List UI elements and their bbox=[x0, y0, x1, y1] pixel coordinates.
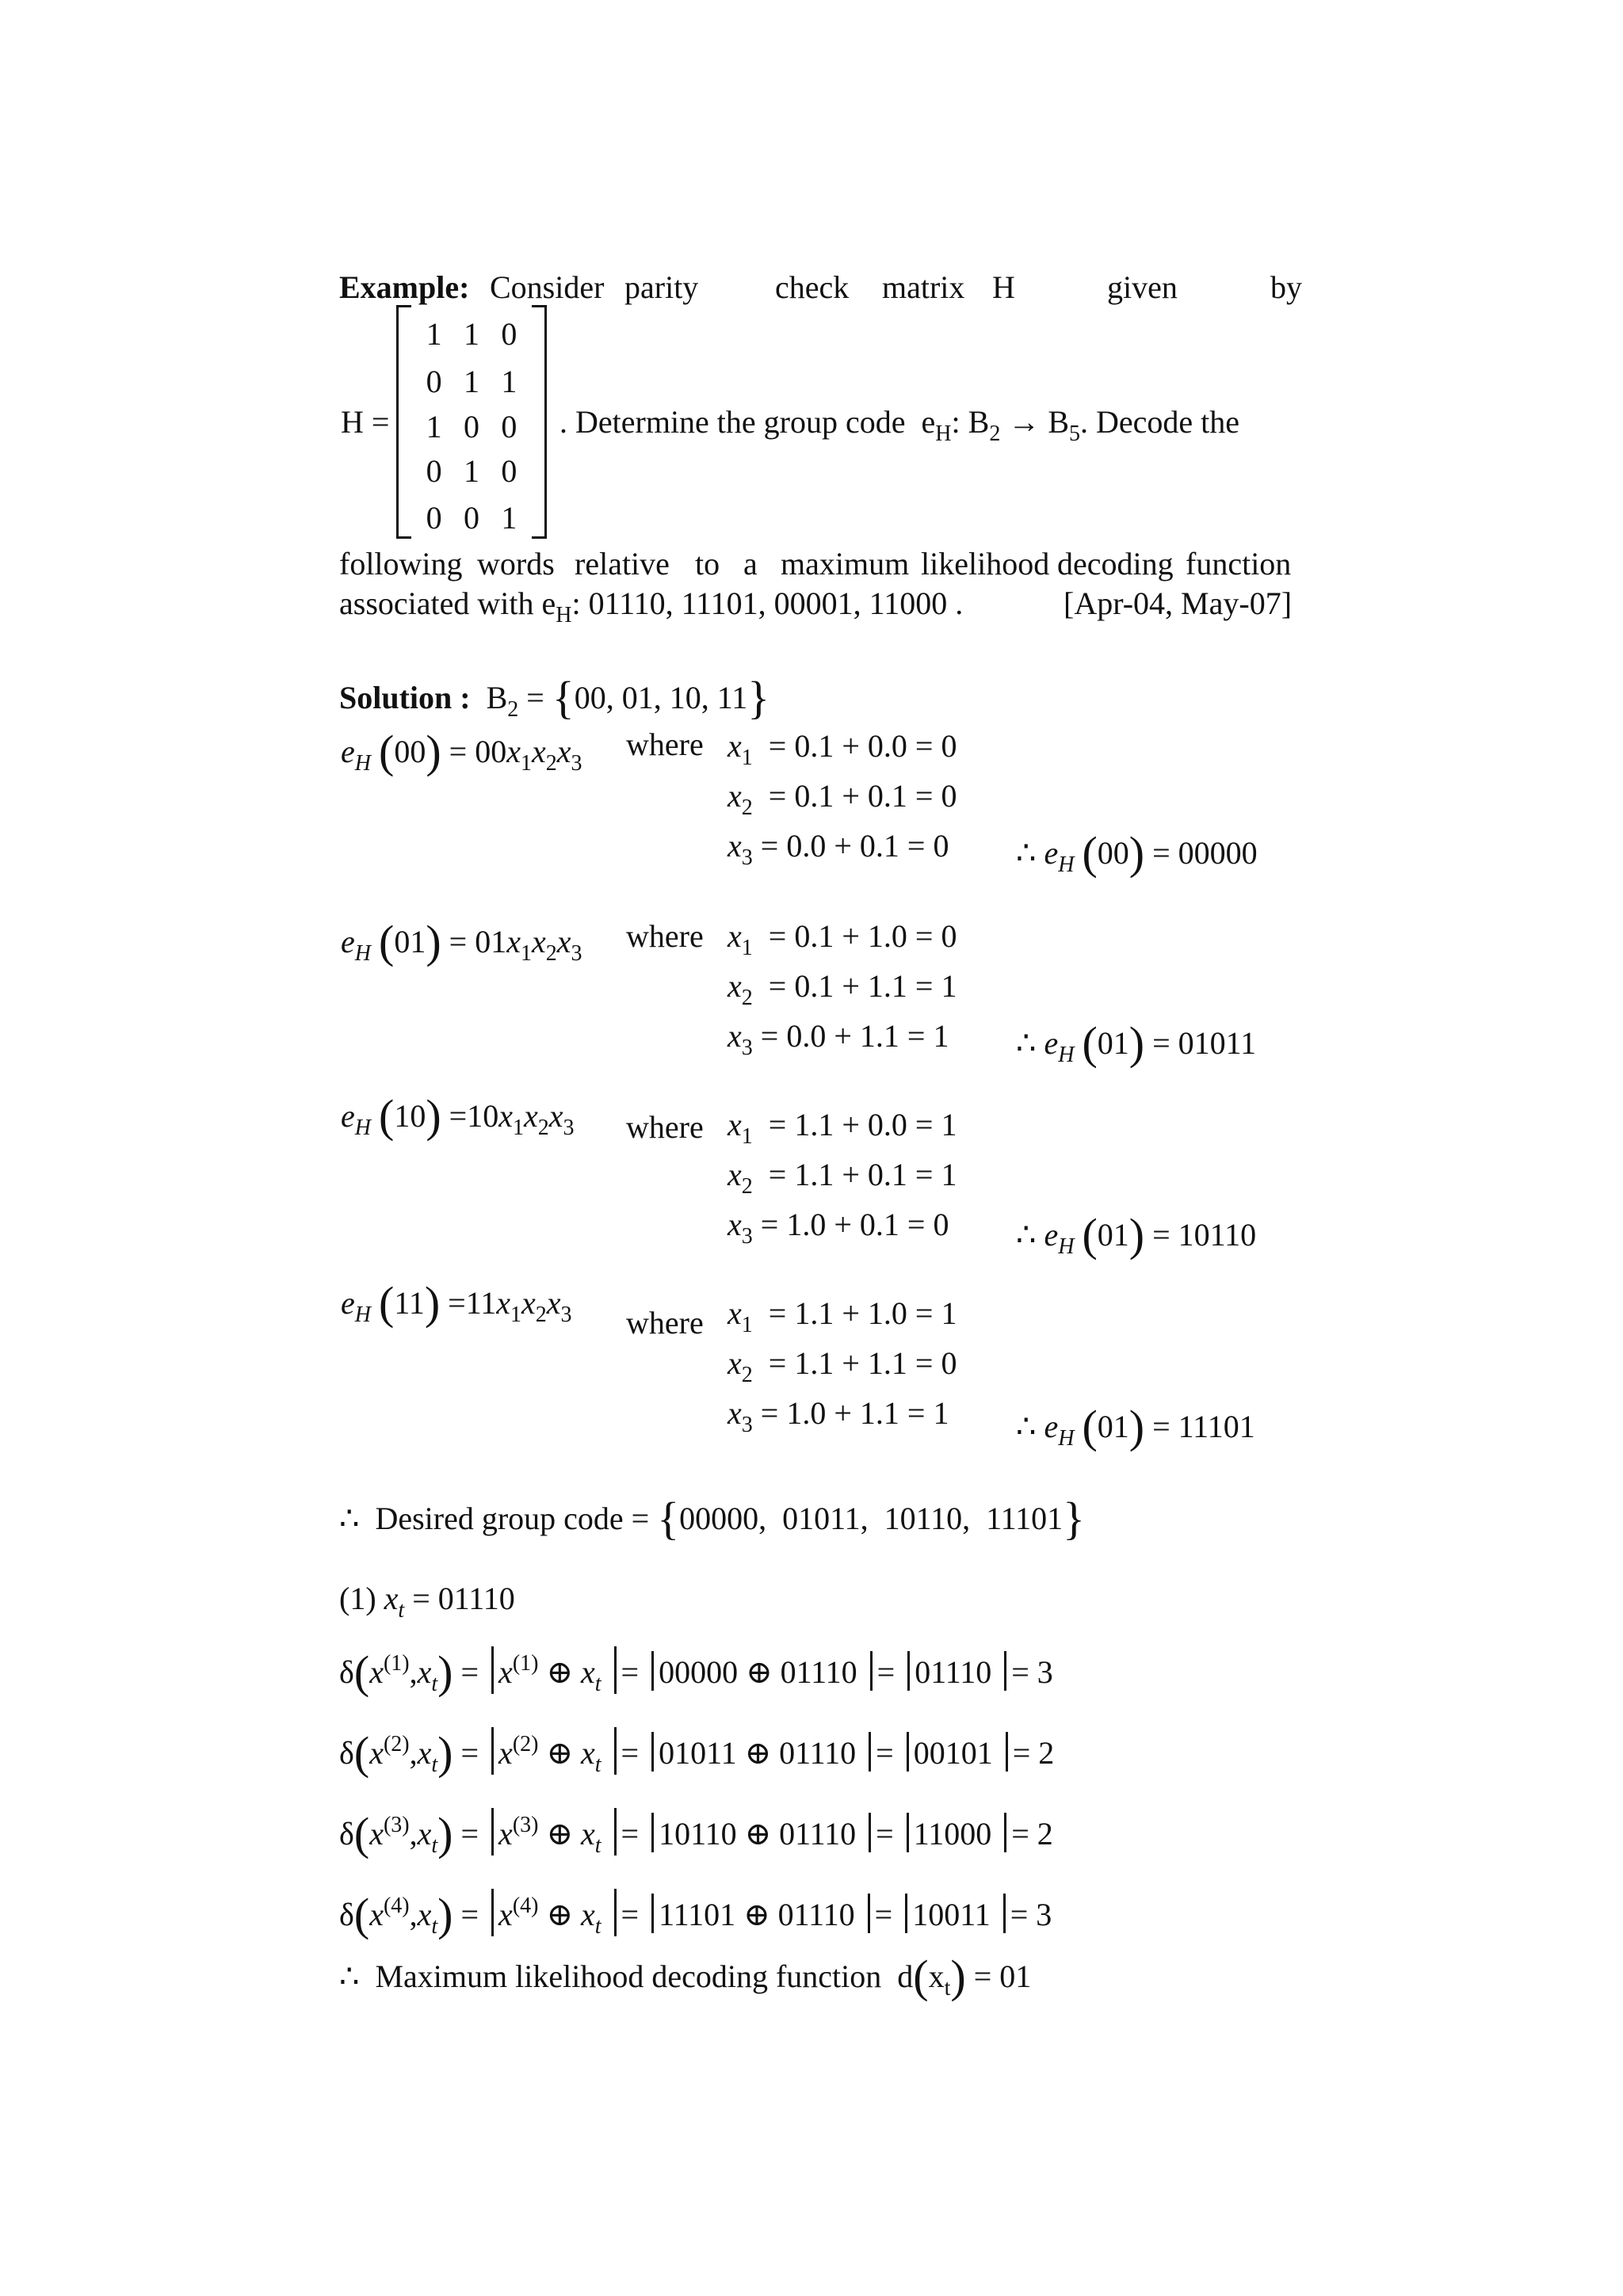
index-sup: (4) bbox=[383, 1894, 410, 1918]
matrix-row bbox=[415, 499, 528, 536]
intro-word: given bbox=[1107, 269, 1178, 305]
paren-open: ( bbox=[379, 1090, 395, 1142]
e-symbol: e bbox=[1044, 1025, 1059, 1061]
example-text bbox=[559, 404, 1240, 446]
h-subscript: H bbox=[935, 421, 952, 446]
associated-line bbox=[339, 585, 964, 627]
equation-rhs: = 0.1 + 0.0 = 0 bbox=[768, 728, 957, 764]
equation-rhs: = 1.1 + 1.1 = 0 bbox=[768, 1345, 957, 1381]
paren-open: ( bbox=[379, 1277, 395, 1329]
matrix-cell: 0 bbox=[463, 409, 479, 444]
matrix-cell: 0 bbox=[426, 453, 442, 489]
index-sup: (1) bbox=[383, 1651, 410, 1676]
where-label: where bbox=[626, 1109, 704, 1145]
words-list: : 01110, 11101, 00001, 11000 . bbox=[571, 585, 964, 621]
equation-row: $x_3 = 1.0 + 1.1 = 1$ bbox=[727, 1395, 949, 1437]
result-arg: 00 bbox=[1097, 835, 1129, 871]
line-word: to bbox=[695, 546, 720, 582]
matrix-cell: 0 bbox=[501, 453, 517, 489]
intro-word: by bbox=[1270, 269, 1302, 305]
matrix-bracket-right bbox=[532, 305, 547, 539]
xor-expression: 11101 ⊕ 01110 bbox=[659, 1897, 855, 1932]
matrix-row bbox=[415, 452, 528, 490]
xor-result: 11000 bbox=[913, 1816, 992, 1852]
equation-row: $x_1 = 1.1 + 0.0 = 1$ bbox=[727, 1107, 957, 1149]
result-arg: 01 bbox=[1097, 1217, 1129, 1253]
text-fragment: . Decode the bbox=[1080, 404, 1240, 440]
xor-result: 00101 bbox=[913, 1735, 993, 1771]
equation-rhs: = 1.1 + 0.1 = 1 bbox=[768, 1157, 957, 1192]
subscript-5: 5 bbox=[1069, 421, 1080, 446]
paren-open: ( bbox=[1082, 827, 1098, 879]
encode-arg: 10 bbox=[394, 1098, 426, 1134]
matrix-cell: 0 bbox=[426, 364, 442, 399]
desired-label: Desired group code = bbox=[375, 1501, 650, 1536]
h-subscript: H bbox=[1058, 1043, 1075, 1067]
decoding-conclusion bbox=[339, 1951, 1032, 2002]
equation-row: $x_2 = 1.1 + 1.1 = 0$ bbox=[727, 1345, 957, 1387]
equation-rhs: = 0.1 + 1.1 = 1 bbox=[768, 968, 957, 1004]
intro-word: parity bbox=[624, 269, 699, 305]
exam-dates: [Apr-04, May-07] bbox=[1064, 585, 1293, 621]
d-subscript: t bbox=[944, 1976, 951, 2000]
matrix-cell: 0 bbox=[426, 500, 442, 536]
equation-rhs: = 1.0 + 0.1 = 0 bbox=[760, 1207, 949, 1242]
matrix-cell: 1 bbox=[426, 316, 442, 352]
matrix-cell: 1 bbox=[463, 316, 479, 352]
xor-expression: 00000 ⊕ 01110 bbox=[659, 1654, 857, 1690]
matrix-bracket-left bbox=[396, 305, 411, 539]
equation-row: $x_3 = 0.0 + 1.1 = 1$ bbox=[727, 1018, 949, 1060]
brace-open: { bbox=[552, 672, 575, 723]
therefore-symbol: ∴ bbox=[1016, 1217, 1037, 1253]
line-word: words bbox=[477, 546, 555, 582]
b2-set: B bbox=[486, 680, 508, 715]
result-value: = 01011 bbox=[1152, 1025, 1257, 1061]
e-symbol: e bbox=[341, 1285, 355, 1321]
equation-rhs: = 1.0 + 1.1 = 1 bbox=[760, 1395, 949, 1431]
line-word: a bbox=[743, 546, 758, 582]
subscript-2: 2 bbox=[507, 697, 519, 722]
line-word: maximum bbox=[781, 546, 910, 582]
desired-members: 00000, 01011, 10110, 11101 bbox=[679, 1501, 1064, 1536]
xor-expression: 01011 ⊕ 01110 bbox=[659, 1735, 857, 1771]
xor-result: 10011 bbox=[912, 1897, 991, 1932]
where-label: where bbox=[626, 1305, 704, 1341]
distance-value: = 3 bbox=[1010, 1897, 1052, 1932]
paren-close: ) bbox=[950, 1951, 966, 2002]
paren-open: ( bbox=[1082, 1401, 1098, 1452]
matrix-cell: 0 bbox=[501, 409, 517, 444]
line-word: function bbox=[1186, 546, 1292, 582]
h-subscript: H bbox=[1058, 1234, 1075, 1259]
solution-line bbox=[339, 672, 770, 723]
encode-rhs: 11 bbox=[465, 1285, 497, 1321]
equation-rhs: = 0.0 + 1.1 = 1 bbox=[760, 1018, 949, 1054]
h-subscript: H bbox=[1058, 852, 1075, 877]
matrix-cell: 1 bbox=[463, 364, 479, 399]
paren-close: ) bbox=[1128, 1401, 1145, 1452]
result-arg: 01 bbox=[1097, 1409, 1129, 1444]
index-sup: (2) bbox=[383, 1732, 410, 1756]
therefore-symbol: ∴ bbox=[1016, 1025, 1037, 1061]
e-symbol: e bbox=[541, 585, 556, 621]
e-symbol: e bbox=[1044, 1409, 1059, 1444]
index-sup: (3) bbox=[383, 1813, 410, 1837]
intro-word: matrix bbox=[882, 269, 965, 305]
xt-value: = 01110 bbox=[412, 1581, 515, 1616]
distance-value: = 2 bbox=[1012, 1735, 1055, 1771]
parity-check-matrix bbox=[396, 305, 547, 539]
conclusion-text: Maximum likelihood decoding function bbox=[375, 1958, 882, 1994]
index-sup: (3) bbox=[512, 1813, 539, 1837]
subscript-2: 2 bbox=[989, 421, 1001, 446]
encode-arg: 11 bbox=[394, 1285, 425, 1321]
matrix-cell: 0 bbox=[501, 316, 517, 352]
h-subscript: H bbox=[354, 751, 371, 776]
equation-row: $x_2 = 1.1 + 0.1 = 1$ bbox=[727, 1157, 957, 1199]
paren-close: ) bbox=[1128, 1017, 1145, 1069]
e-symbol: e bbox=[341, 1098, 355, 1134]
equation-row: $x_1 = 1.1 + 1.0 = 1$ bbox=[727, 1295, 957, 1337]
h-subscript: H bbox=[354, 1302, 371, 1327]
encode-lhs: $e_H$ $(01) = 01x_1x_2x_3$ bbox=[341, 916, 582, 967]
text-fragment: associated with bbox=[339, 585, 534, 621]
matrix-cell: 1 bbox=[463, 453, 479, 489]
encode-result bbox=[1016, 1017, 1257, 1069]
h-subscript: H bbox=[556, 603, 572, 627]
encode-lhs: $e_H$ $(10) =10x_1x_2x_3$ bbox=[341, 1090, 575, 1142]
matrix-row bbox=[415, 363, 528, 400]
paren-close: ) bbox=[426, 726, 441, 777]
encode-arg: 01 bbox=[394, 924, 426, 959]
result-value: = 00000 bbox=[1152, 835, 1258, 871]
d-symbol: d bbox=[897, 1958, 914, 1994]
xor-expression: 10110 ⊕ 01110 bbox=[659, 1816, 857, 1852]
result-value: = 11101 bbox=[1152, 1409, 1255, 1444]
distance-row: $\delta(x^{(1)},x_t) = x^{(1)}$ ⊕ $x_t = 00000$ ⊕ 01110 = 01110 = 3 bbox=[339, 1646, 1053, 1698]
paren-open: ( bbox=[913, 1951, 929, 2002]
xor-result: 01110 bbox=[915, 1654, 992, 1690]
paren-close: ) bbox=[426, 1090, 441, 1142]
matrix-cell: 1 bbox=[501, 500, 517, 536]
encode-result bbox=[1016, 827, 1258, 879]
equation-row: $x_2 = 0.1 + 0.1 = 0$ bbox=[727, 778, 957, 820]
equation-row: $x_1 = 0.1 + 1.0 = 0$ bbox=[727, 918, 957, 960]
encode-arg: 00 bbox=[394, 734, 426, 769]
equation-row: $x_3 = 0.0 + 0.1 = 0$ bbox=[727, 828, 949, 870]
line-word: likelihood bbox=[921, 546, 1050, 582]
paren-open: ( bbox=[379, 916, 395, 967]
example-label: Example: bbox=[339, 269, 470, 305]
brace-close: } bbox=[1063, 1493, 1085, 1544]
equation-rhs: = 0.1 + 1.0 = 0 bbox=[768, 918, 957, 954]
arrow-b5: → B bbox=[1000, 404, 1069, 440]
encode-result bbox=[1016, 1209, 1257, 1261]
therefore-symbol: ∴ bbox=[1016, 835, 1037, 871]
e-symbol: e bbox=[1044, 1217, 1059, 1253]
paren-close: ) bbox=[424, 1277, 441, 1329]
e-symbol: e bbox=[921, 404, 936, 440]
equation-rhs: = 0.0 + 0.1 = 0 bbox=[760, 828, 949, 864]
index-sup: (2) bbox=[512, 1732, 539, 1756]
e-symbol: e bbox=[341, 734, 355, 769]
distance-row: $\delta(x^{(3)},x_t) = x^{(3)}$ ⊕ $x_t = 10110$ ⊕ 01110 = 11000 = 2 bbox=[339, 1808, 1053, 1859]
encode-rhs: 00 bbox=[475, 734, 507, 769]
equation-row: $x_2 = 0.1 + 1.1 = 1$ bbox=[727, 968, 957, 1010]
equation-rhs: = 1.1 + 1.0 = 1 bbox=[768, 1295, 957, 1331]
paren-close: ) bbox=[1128, 827, 1145, 879]
therefore-symbol: ∴ bbox=[339, 1501, 360, 1536]
brace-open: { bbox=[657, 1493, 680, 1544]
map-b2: : B bbox=[951, 404, 990, 440]
paren-close: ) bbox=[1128, 1209, 1145, 1261]
paren-open: ( bbox=[1082, 1209, 1098, 1261]
distance-value: = 2 bbox=[1011, 1816, 1053, 1852]
line-word: following bbox=[339, 546, 463, 582]
part1-header: (1) $x_t = 01110$ bbox=[339, 1581, 515, 1623]
result-arg: 01 bbox=[1097, 1025, 1129, 1061]
equals: = bbox=[518, 680, 552, 715]
brace-close: } bbox=[747, 672, 770, 723]
distance-row: $\delta(x^{(4)},x_t) = x^{(4)}$ ⊕ $x_t = 11101$ ⊕ 01110 = 10011 = 3 bbox=[339, 1889, 1052, 1940]
where-label: where bbox=[626, 727, 704, 762]
matrix-cell: 1 bbox=[426, 409, 442, 444]
decoded-value: = 01 bbox=[973, 1958, 1032, 1994]
encode-lhs: $e_H$ $(11) =11x_1x_2x_3$ bbox=[341, 1277, 572, 1329]
solution-label: Solution : bbox=[339, 680, 471, 715]
encode-result bbox=[1016, 1401, 1255, 1452]
equation-rhs: = 0.1 + 0.1 = 0 bbox=[768, 778, 957, 814]
matrix-cell: 0 bbox=[463, 500, 479, 536]
matrix-row bbox=[415, 408, 528, 445]
intro-word: H bbox=[992, 269, 1015, 305]
line-word: decoding bbox=[1057, 546, 1174, 582]
therefore-symbol: ∴ bbox=[1016, 1409, 1037, 1444]
encode-rhs: 01 bbox=[475, 924, 507, 959]
h-subscript: H bbox=[354, 941, 371, 966]
desired-group-code bbox=[339, 1493, 1085, 1544]
d-arg: x bbox=[928, 1958, 945, 1994]
distance-value: = 3 bbox=[1011, 1654, 1053, 1690]
intro-word: Consider bbox=[490, 269, 605, 305]
index-sup: (4) bbox=[512, 1894, 539, 1918]
result-value: = 10110 bbox=[1152, 1217, 1257, 1253]
paren-open: ( bbox=[379, 726, 395, 777]
intro-word: check bbox=[775, 269, 850, 305]
encode-rhs: 10 bbox=[467, 1098, 499, 1134]
line-word: relative bbox=[575, 546, 670, 582]
e-symbol: e bbox=[341, 924, 355, 959]
index-sup: (1) bbox=[512, 1651, 539, 1676]
encode-lhs: $e_H$ $(00) = 00x_1x_2x_3$ bbox=[341, 726, 582, 777]
paren-open: ( bbox=[1082, 1017, 1098, 1069]
where-label: where bbox=[626, 918, 704, 954]
equation-row: $x_1 = 0.1 + 0.0 = 0$ bbox=[727, 728, 957, 770]
equation-rhs: = 1.1 + 0.0 = 1 bbox=[768, 1107, 957, 1142]
therefore-symbol: ∴ bbox=[339, 1958, 360, 1994]
paren-close: ) bbox=[426, 916, 441, 967]
matrix-row bbox=[415, 315, 528, 353]
distance-row: $\delta(x^{(2)},x_t) = x^{(2)}$ ⊕ $x_t = 01011$ ⊕ 01110 = 00101 = 2 bbox=[339, 1727, 1055, 1779]
h-subscript: H bbox=[1058, 1426, 1075, 1451]
e-symbol: e bbox=[1044, 835, 1059, 871]
equation-row: $x_3 = 1.0 + 0.1 = 0$ bbox=[727, 1207, 949, 1249]
text-fragment: . Determine the group code bbox=[559, 404, 906, 440]
h-subscript: H bbox=[354, 1116, 371, 1140]
b2-members: 00, 01, 10, 11 bbox=[574, 680, 748, 715]
part1-label: (1) bbox=[339, 1581, 376, 1616]
matrix-cell: 1 bbox=[501, 364, 517, 399]
h-equals: H = bbox=[341, 404, 390, 440]
